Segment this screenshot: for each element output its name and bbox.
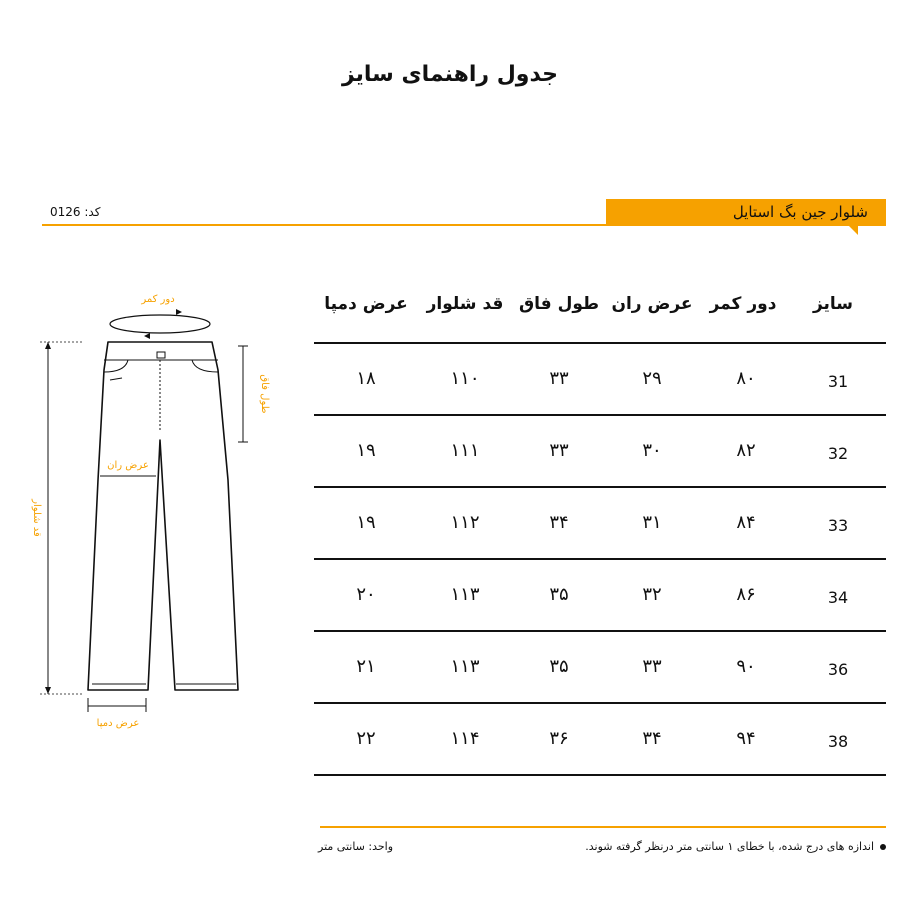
table-row <box>314 558 886 630</box>
cell-thigh: ۳۱ <box>642 512 662 533</box>
cell-waist: ۹۰ <box>736 656 756 677</box>
product-name: شلوار جین بگ استایل <box>732 203 868 221</box>
cell-length: ۱۱۳ <box>450 584 480 605</box>
footer-note <box>585 840 886 853</box>
waist-arrow-back-icon <box>144 333 150 339</box>
cell-hem: ۱۹ <box>356 440 376 461</box>
cell-rise: ۳۳ <box>549 368 569 389</box>
cell-size: 36 <box>827 660 849 679</box>
length-arrow-up-icon <box>45 342 51 349</box>
cell-rise: ۳۵ <box>549 584 569 605</box>
cell-length: ۱۱۱ <box>450 440 480 461</box>
cell-waist: ۸۴ <box>736 512 756 533</box>
footer-divider <box>320 826 886 828</box>
waist-measure-ellipse <box>110 315 210 333</box>
table-row <box>314 630 886 702</box>
cell-thigh: ۳۳ <box>642 656 662 677</box>
header-size: سایز <box>812 294 854 314</box>
pants-measurement-diagram <box>0 280 300 740</box>
cell-thigh: ۳۲ <box>642 584 662 605</box>
cell-waist: ۸۲ <box>736 440 756 461</box>
cell-size: 33 <box>827 516 849 535</box>
bullet-icon <box>880 844 886 850</box>
waist-arrow-icon <box>176 309 182 315</box>
cell-waist: ۸۶ <box>736 584 756 605</box>
cell-thigh: ۲۹ <box>642 368 662 389</box>
waist-label: دور کمر <box>141 294 175 305</box>
pants-outline <box>88 342 238 690</box>
cell-hem: ۲۲ <box>356 728 376 749</box>
table-row <box>314 414 886 486</box>
table-row <box>314 486 886 558</box>
cell-size: 34 <box>827 588 849 607</box>
product-code: کد: 0126 <box>50 205 101 219</box>
cell-length: ۱۱۰ <box>450 368 480 389</box>
cell-hem: ۱۸ <box>356 368 376 389</box>
header-waist: دور کمر <box>709 294 777 314</box>
header-hem: عرض دمپا <box>324 294 408 314</box>
header-rise: طول فاق <box>518 294 600 314</box>
size-table <box>314 282 886 776</box>
header-thigh: عرض ران <box>611 294 693 314</box>
cell-length: ۱۱۲ <box>450 512 480 533</box>
cell-hem: ۲۰ <box>356 584 376 605</box>
cell-hem: ۱۹ <box>356 512 376 533</box>
length-label: قد شلوار <box>31 499 42 537</box>
cell-length: ۱۱۳ <box>450 656 480 677</box>
cell-thigh: ۳۴ <box>642 728 662 749</box>
hem-label: عرض دمپا <box>96 718 140 729</box>
rise-label: طول فاق <box>259 374 270 414</box>
cell-rise: ۳۳ <box>549 440 569 461</box>
cell-thigh: ۳۰ <box>642 440 662 461</box>
thigh-label: عرض ران <box>107 460 149 471</box>
unit-label: واحد: سانتی متر <box>318 840 394 853</box>
cell-waist: ۸۰ <box>736 368 756 389</box>
cell-size: 32 <box>827 444 849 463</box>
cell-size: 31 <box>827 372 849 391</box>
cell-rise: ۳۶ <box>549 728 569 749</box>
header-divider <box>42 224 607 226</box>
table-header-row <box>314 282 886 342</box>
cell-length: ۱۱۴ <box>450 728 480 749</box>
waist-button <box>157 352 165 358</box>
cell-waist: ۹۴ <box>736 728 756 749</box>
table-row <box>314 342 886 414</box>
header-length: قد شلوار <box>426 294 504 314</box>
length-arrow-down-icon <box>45 687 51 694</box>
table-row <box>314 702 886 776</box>
cell-rise: ۳۴ <box>549 512 569 533</box>
cell-rise: ۳۵ <box>549 656 569 677</box>
tolerance-note: اندازه های درج شده، با خطای ۱ سانتی متر درنظر گرفته شوند. <box>585 840 874 853</box>
page-title: جدول راهنمای سایز <box>341 62 559 87</box>
cell-hem: ۲۱ <box>356 656 376 677</box>
product-name-banner <box>606 199 886 226</box>
cell-size: 38 <box>827 732 849 751</box>
banner-tail <box>849 226 858 235</box>
